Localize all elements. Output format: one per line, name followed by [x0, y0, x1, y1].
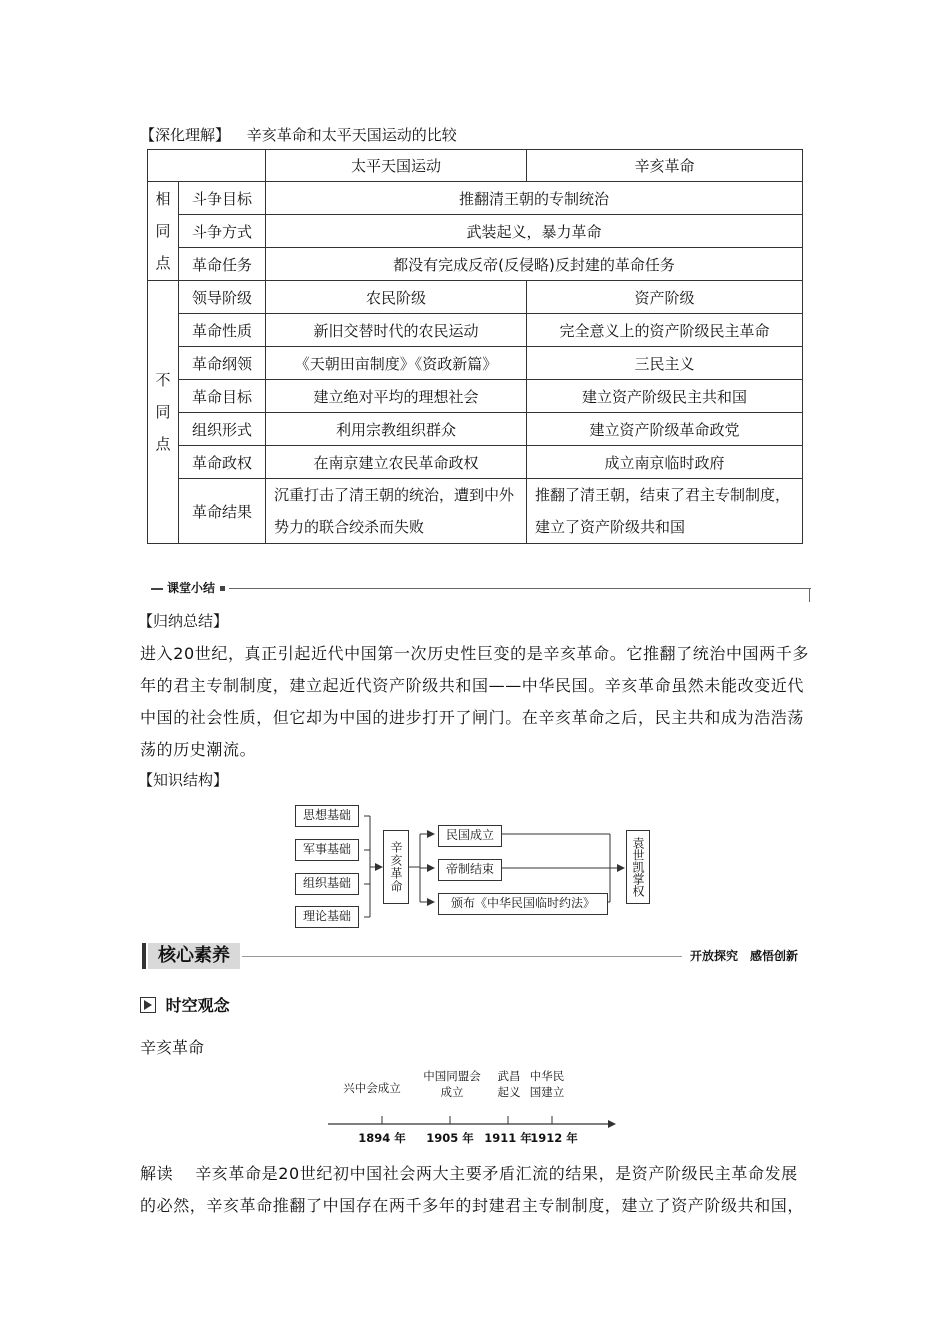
timeline-event-label: 成立: [440, 1085, 464, 1099]
row-label: 斗争目标: [179, 182, 266, 215]
row-label: 革命结果: [179, 479, 266, 544]
core-side-bar: [142, 943, 146, 969]
timeline-chart: [320, 1066, 620, 1148]
timeline-arrow-icon: [608, 1120, 616, 1128]
timeline-year: 1912 年: [530, 1131, 578, 1145]
row-label: 斗争方式: [179, 215, 266, 248]
table-row: [148, 380, 803, 413]
row-value: 推翻清王朝的专制统治: [266, 182, 803, 215]
play-triangle-icon: [140, 997, 156, 1013]
summary-bar-label-wrap: [147, 579, 229, 597]
deepen-tag: 【深化理解】: [140, 126, 231, 144]
xinhai-cell: 推翻了清王朝，结束了君主专制制度，建立了资产阶级共和国: [527, 479, 803, 544]
summary-text: 进入20世纪，真正引起近代中国第一次历史性巨变的是辛亥革命。它推翻了统治中国两千多年的君主专制制度，建立起近代资产阶级共和国——中华民国。辛亥革命虽然未能改变近代中国的社会性质，但它却为中国的进步打开了闸门。在辛亥革命之后，民主共和成为浩浩荡荡的历史潮流。: [140, 644, 809, 759]
category-char: 同: [155, 403, 171, 421]
row-value: 武装起义，暴力革命: [266, 215, 803, 248]
comparison-table: [147, 149, 803, 544]
table-row: [148, 413, 803, 446]
table-corner-cell: [148, 150, 266, 182]
result-box: 颁布《中华民国临时约法》: [438, 893, 608, 915]
row-label: 革命纲领: [179, 347, 266, 380]
base-box: 组织基础: [295, 873, 359, 895]
taiping-cell: 沉重打击了清王朝的统治，遭到中外势力的联合绞杀而失败: [266, 479, 527, 544]
taiping-cell: 新旧交替时代的农民运动: [266, 314, 527, 347]
timeline-event-label: 中国同盟会: [423, 1069, 481, 1083]
table-row: [148, 314, 803, 347]
taiping-cell: 在南京建立农民革命政权: [266, 446, 527, 479]
base-box: 理论基础: [295, 906, 359, 928]
timeline-event-label: 中华民: [529, 1069, 565, 1083]
timeline-event-label: 起义: [497, 1085, 521, 1099]
core-title: 核心素养: [148, 943, 240, 969]
section-title: 时空观念: [165, 996, 230, 1015]
timeline-event-label: 国建立: [529, 1085, 565, 1099]
row-value: 都没有完成反帝(反侵略)反封建的革命任务: [266, 248, 803, 281]
deepen-heading: [140, 124, 457, 146]
table-row: [148, 347, 803, 380]
taiping-cell: 农民阶级: [266, 281, 527, 314]
table-row: [148, 446, 803, 479]
summary-bar-label: 课堂小结: [167, 581, 216, 595]
category-char: 不: [155, 371, 171, 389]
summary-bar-tick: [809, 588, 810, 602]
row-label: 领导阶级: [179, 281, 266, 314]
timeline-year: 1911 年: [484, 1131, 532, 1145]
xinhai-cell: 资产阶级: [527, 281, 803, 314]
diff-category-cell: [148, 281, 179, 544]
category-char: 相: [155, 190, 171, 208]
base-box: 思想基础: [295, 805, 359, 827]
category-char: 点: [155, 254, 171, 272]
taiping-cell: 利用宗教组织群众: [266, 413, 527, 446]
row-label: 革命政权: [179, 446, 266, 479]
table-row: [148, 215, 803, 248]
timeline-event-label: 武昌: [497, 1069, 521, 1083]
taiping-cell: 建立绝对平均的理想社会: [266, 380, 527, 413]
table-row: [148, 248, 803, 281]
header-taiping: 太平天国运动: [266, 150, 527, 182]
xinhai-cell: 成立南京临时政府: [527, 446, 803, 479]
table-row: [148, 182, 803, 215]
summary-bar-line: [147, 588, 811, 589]
xinhai-cell: 建立资产阶级民主共和国: [527, 380, 803, 413]
reading-paragraph: [140, 1158, 812, 1222]
core-divider: [242, 956, 682, 957]
table-row: [148, 281, 803, 314]
center-box: 辛亥革命: [383, 830, 409, 904]
table-row: [148, 479, 803, 544]
taiping-cell: 《天朝田亩制度》《资政新篇》: [266, 347, 527, 380]
category-char: 点: [155, 435, 171, 453]
structure-tag: 【知识结构】: [138, 771, 229, 789]
table-header-row: [148, 150, 803, 182]
core-right-label: 开放探究 感悟创新: [690, 949, 799, 963]
row-label: 革命任务: [179, 248, 266, 281]
row-label: 革命目标: [179, 380, 266, 413]
xinhai-cell: 完全意义上的资产阶级民主革命: [527, 314, 803, 347]
timeline-event-label: 兴中会成立: [343, 1081, 401, 1095]
base-box: 军事基础: [295, 839, 359, 861]
same-category-cell: [148, 182, 179, 281]
reading-text: 辛亥革命是20世纪初中国社会两大主要矛盾汇流的结果，是资产阶级民主革命发展的必然，辛亥革命推翻了中国存在两千多年的封建君主专制制度，建立了资产阶级共和国，: [140, 1164, 805, 1215]
summary-tag: 【归纳总结】: [138, 612, 229, 630]
timeline-year: 1905 年: [426, 1131, 474, 1145]
row-label: 组织形式: [179, 413, 266, 446]
dot-icon: [220, 586, 225, 591]
section-heading: [140, 995, 230, 1017]
final-box: 袁世凯掌权: [626, 830, 650, 904]
reading-label: 解读: [140, 1164, 174, 1183]
category-char: 同: [155, 222, 171, 240]
timeline-year: 1894 年: [358, 1131, 406, 1145]
xinhai-cell: 建立资产阶级革命政党: [527, 413, 803, 446]
dash-icon: [151, 588, 163, 590]
xinhai-cell: 三民主义: [527, 347, 803, 380]
row-label: 革命性质: [179, 314, 266, 347]
result-box: 民国成立: [438, 825, 502, 847]
deepen-title: 辛亥革命和太平天国运动的比较: [246, 126, 457, 144]
timeline-heading: 辛亥革命: [140, 1038, 205, 1057]
header-xinhai: 辛亥革命: [527, 150, 803, 182]
result-box: 帝制结束: [438, 859, 502, 881]
